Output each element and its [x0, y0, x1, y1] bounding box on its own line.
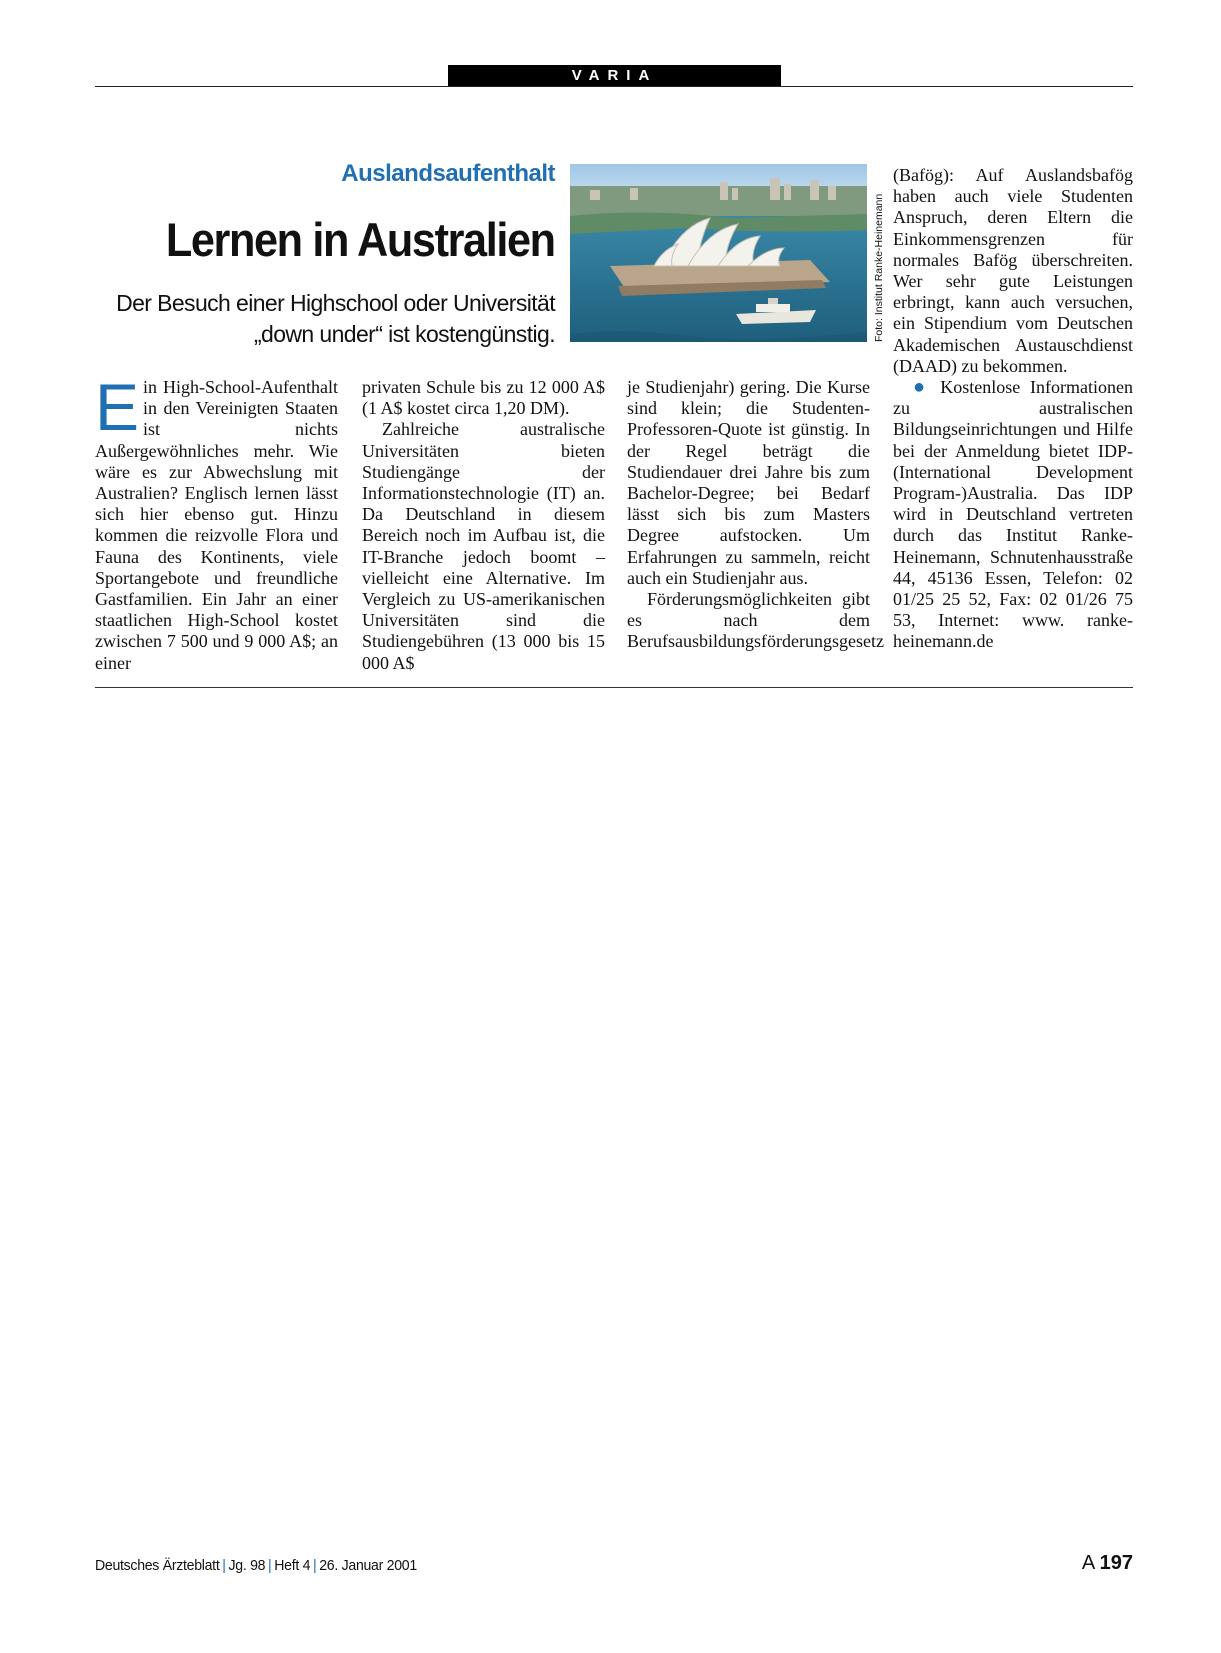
deck-line-2: „down under“ ist kostengünstig. — [253, 321, 555, 347]
column-4-paragraph-1: (Bafög): Auf Auslandsbafög haben auch viele Studenten Anspruch, deren Eltern die Einkommensgrenzen für normales Bafög überschreiten. Wer sehr gute Leistungen erbringt, kann auch versuchen, ein Stipendium vom Deutschen Akademischen Austauschdienst (DAAD) zu bekommen. — [893, 165, 1133, 376]
issue-date: 26. Januar 2001 — [319, 1557, 417, 1574]
journal-volume: Jg. 98 — [228, 1557, 266, 1574]
column-2-paragraph-2: Zahlreiche australische Universitäten bieten Studiengänge der Informationstechnologie (IT) an. Da Deutschland in diesem Bereich noch im Aufbau ist, die IT-Branche jedoch boomt – vielleicht eine Alternative. Im Vergleich zu US-amerikanischen Universitäten sind die Studiengebühren (13 000 bis 15 000 A$ — [362, 419, 605, 673]
article-column-1 — [95, 370, 338, 674]
article-headline: Lernen in Australien — [166, 213, 555, 266]
page-footer — [95, 1557, 417, 1574]
column-3-paragraph-2: Förderungsmöglichkeiten gibt es nach dem Berufsausbildungsförderungsgesetz — [627, 589, 884, 652]
article-kicker: Auslandsaufenthalt — [341, 160, 555, 187]
bullet-icon: ● — [913, 376, 931, 399]
drop-cap: E — [95, 370, 140, 444]
article-deck — [85, 288, 555, 350]
article-end-rule — [95, 687, 1133, 688]
page-number — [1082, 1552, 1133, 1575]
footer-separator: | — [313, 1557, 317, 1574]
footer-separator: | — [268, 1557, 272, 1574]
column-2-paragraph-1: privaten Schule bis zu 12 000 A$ (1 A$ kostet circa 1,20 DM). — [362, 377, 605, 419]
article-column-4 — [893, 165, 1133, 653]
article-column-3 — [627, 377, 884, 653]
sydney-opera-house-photo — [570, 164, 867, 342]
footer-separator: | — [222, 1557, 226, 1574]
section-rule — [95, 86, 1133, 87]
journal-name: Deutsches Ärzteblatt — [95, 1557, 220, 1574]
photo-credit: Foto: Institut Ranke-Heinemann — [873, 193, 885, 342]
column-3-paragraph-1: je Studienjahr) gering. Die Kurse sind klein; die Studenten-Professoren-Quote ist günstig. In der Regel beträgt die Studiendauer drei Jahre bis zum Bachelor-Degree; bei Bedarf lässt sich bis zum Masters Degree aufstocken. Um Erfahrungen zu sammeln, reicht auch ein Studienjahr aus. — [627, 377, 870, 588]
page-prefix: A — [1081, 1552, 1095, 1574]
section-label: VARIA — [448, 65, 781, 86]
column-1-text: in High-School-Aufenthalt in den Vereinigten Staaten ist nichts Außergewöhnliches mehr. Wie wäre es zur Abwechslung mit Australien? Englisch lernen lässt sich hier ebenso gut. Hinzu kommen die reizvolle Flora und Fauna des Kontinents, viele Sportangebote und freundliche Gastfamilien. Ein Jahr an einer staatlichen High-School kostet zwischen 7 500 und 9 000 A$; an einer — [95, 377, 338, 673]
column-4-paragraph-2: Kostenlose Informationen zu australischen Bildungseinrichtungen und Hilfe bei der Anmeldung bietet IDP-(International Development Program-)Australia. Das IDP wird in Deutschland vertreten durch das Institut Ranke-Heinemann, Schnutenhausstraße 44, 45136 Essen, Telefon: 02 01/25 25 52, Fax: 02 01/26 75 53, Internet: www. ranke-heinemann.de — [893, 377, 1134, 652]
article-column-2 — [362, 377, 605, 674]
deck-line-1: Der Besuch einer Highschool oder Universität — [116, 290, 555, 316]
journal-issue: Heft 4 — [274, 1557, 311, 1574]
page-number-value: 197 — [1099, 1552, 1133, 1574]
